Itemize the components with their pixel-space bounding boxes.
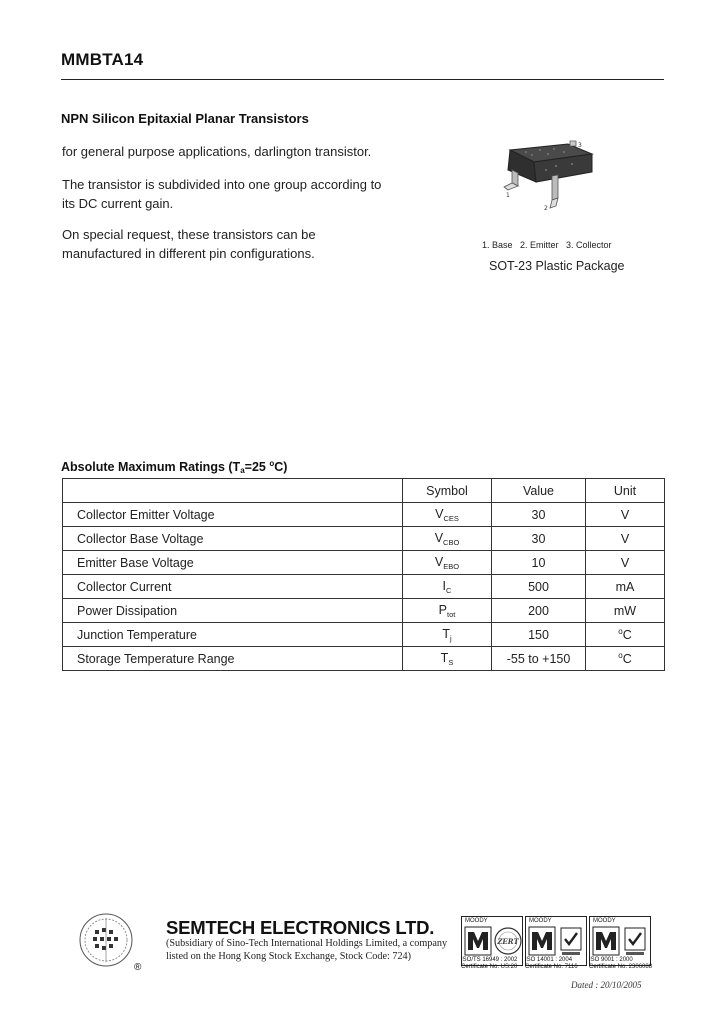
registered-mark: ® xyxy=(134,962,142,973)
header-symbol: Symbol xyxy=(403,479,492,503)
table-header-row xyxy=(63,479,665,503)
svg-text:2: 2 xyxy=(544,205,548,212)
value-cell: 10 xyxy=(492,551,586,575)
param-cell: Emitter Base Voltage xyxy=(63,551,403,575)
param-cell: Power Dissipation xyxy=(63,599,403,623)
symbol-cell: $T_S$ xyxy=(403,647,492,671)
description-paragraph-3: On special request, these transistors can be manufactured in different pin configurations. xyxy=(62,227,316,261)
param-cell: Junction Temperature xyxy=(63,623,403,647)
svg-text:1: 1 xyxy=(506,192,510,199)
symbol-cell: $V_{EBO}$ xyxy=(403,551,492,575)
description-paragraph-2: The transistor is subdivided into one group according to its DC current gain. xyxy=(62,177,382,211)
svg-text:ZERT: ZERT xyxy=(497,937,519,946)
unit-cell: V xyxy=(586,503,665,527)
unit-cell: $^o$C xyxy=(586,623,665,647)
table-row xyxy=(63,575,665,599)
table-row xyxy=(63,551,665,575)
symbol-cell: $T_j$ xyxy=(403,623,492,647)
cert-caption-2: ISO 14001 : 2004 Certificate No. 7116 xyxy=(525,957,578,970)
certification-mark-ts16949: MOODY ZERT xyxy=(461,916,523,966)
param-cell: Collector Current xyxy=(63,575,403,599)
ukas-check-icon xyxy=(560,927,582,957)
param-cell: Collector Emitter Voltage xyxy=(63,503,403,527)
param-cell: Storage Temperature Range xyxy=(63,647,403,671)
unit-cell: mA xyxy=(586,575,665,599)
value-cell: 30 xyxy=(492,503,586,527)
unit-cell: V xyxy=(586,527,665,551)
cert-caption-1: ISO/TS 16949 : 2002 Certificate No. US:20 xyxy=(461,957,518,970)
part-number-title: MMBTA14 xyxy=(61,50,144,69)
symbol-cell: $V_{CBO}$ xyxy=(403,527,492,551)
sot23-package-image xyxy=(496,140,601,212)
symbol-cell: $V_{CES}$ xyxy=(403,503,492,527)
semtech-logo-icon xyxy=(78,908,134,972)
value-cell: 150 xyxy=(492,623,586,647)
absolute-max-ratings-table xyxy=(62,478,665,671)
value-cell: 200 xyxy=(492,599,586,623)
certification-mark-iso14001: MOODY xyxy=(525,916,587,966)
header-value: Value xyxy=(492,479,586,503)
table-row xyxy=(63,503,665,527)
zert-seal-icon xyxy=(494,925,522,957)
device-subtitle: NPN Silicon Epitaxial Planar Transistors xyxy=(61,111,309,126)
table-row xyxy=(63,527,665,551)
value-cell: 30 xyxy=(492,527,586,551)
value-cell: 500 xyxy=(492,575,586,599)
moody-m-icon xyxy=(528,926,556,956)
unit-cell: mW xyxy=(586,599,665,623)
company-name: SEMTECH ELECTRONICS LTD. xyxy=(166,917,435,938)
table-row xyxy=(63,599,665,623)
unit-cell: $^o$C xyxy=(586,647,665,671)
moody-m-icon xyxy=(464,926,492,956)
header-parameter xyxy=(63,479,403,503)
symbol-cell: $P_{tot}$ xyxy=(403,599,492,623)
company-subtitle: (Subsidiary of Sino-Tech International Holdings Limited, a company listed on the Hong Kong Stock Exchange, Stock Code: 724) xyxy=(166,938,448,962)
ukas-check-icon xyxy=(624,927,646,957)
moody-m-icon xyxy=(592,926,620,956)
header-divider xyxy=(61,79,664,80)
table-row xyxy=(63,623,665,647)
table-row xyxy=(63,647,665,671)
package-name: SOT-23 Plastic Package xyxy=(489,259,625,273)
document-date: Dated : 20/10/2005 xyxy=(571,980,642,990)
svg-text:3: 3 xyxy=(578,142,582,149)
value-cell: -55 to +150 xyxy=(492,647,586,671)
param-cell: Collector Base Voltage xyxy=(63,527,403,551)
pin-configuration-legend: 1. Base 2. Emitter 3. Collector xyxy=(482,240,612,250)
cert-caption-3: ISO 9001 : 2000 Certificate No. 2306088 xyxy=(589,957,653,970)
description-paragraph-1: for general purpose applications, darlington transistor. xyxy=(62,144,372,159)
symbol-cell: $I_C$ xyxy=(403,575,492,599)
header-unit: Unit xyxy=(586,479,665,503)
ratings-section-title: Absolute Maximum Ratings ($T_a=25$ $^o$C) xyxy=(61,459,288,475)
certification-mark-iso9001: MOODY xyxy=(589,916,651,966)
unit-cell: V xyxy=(586,551,665,575)
